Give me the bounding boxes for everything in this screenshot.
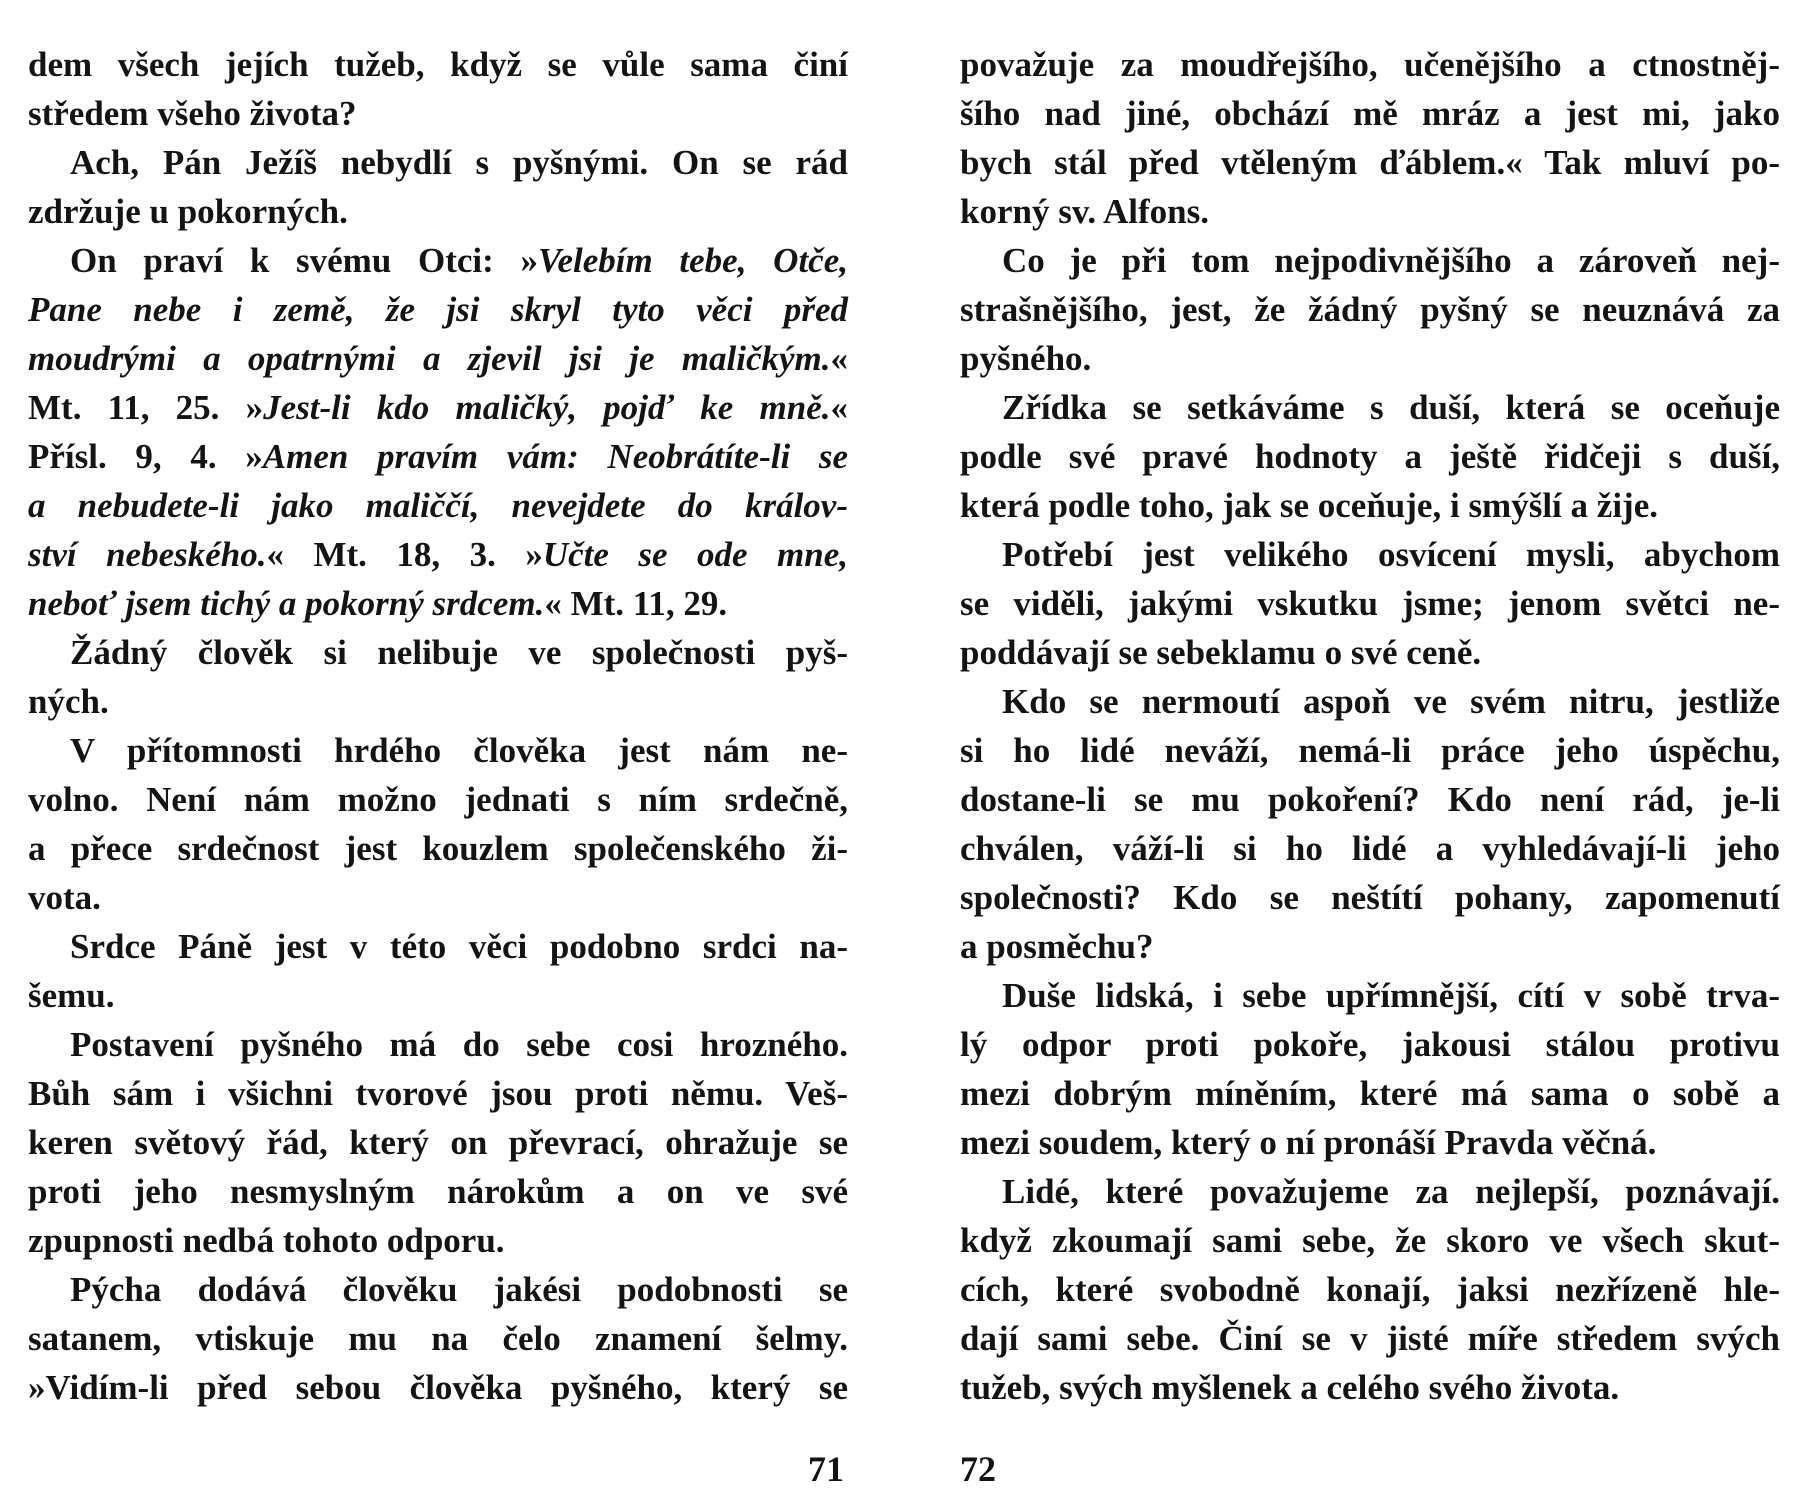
- text-line: [28, 187, 848, 236]
- text-segment: si ho lidé neváží, nemá-li práce jeho úspěchu,: [960, 731, 1780, 770]
- text-segment: «: [830, 339, 848, 378]
- text-segment: Duše lidská, i sebe upřímnější, cítí v sobě trva-: [1002, 976, 1780, 1015]
- right-page: [960, 40, 1780, 1412]
- text-line: [960, 1118, 1780, 1167]
- text-line: [28, 726, 848, 775]
- text-segment: V přítomnosti hrdého člověka jest nám ne-: [70, 731, 848, 770]
- italic-quote-segment: ství nebeského.: [28, 535, 267, 574]
- text-line: [960, 1265, 1780, 1314]
- text-line: [960, 579, 1780, 628]
- text-line: [28, 628, 848, 677]
- text-segment: šího nad jiné, obchází mě mráz a jest mi, jako: [960, 94, 1780, 133]
- text-segment: Zřídka se setkáváme s duší, která se oceňuje: [1002, 388, 1780, 427]
- text-segment: a posměchu?: [960, 927, 1154, 966]
- text-line: [28, 971, 848, 1020]
- text-line: [28, 1314, 848, 1363]
- text-segment: středem všeho života?: [28, 94, 357, 133]
- text-line: [960, 334, 1780, 383]
- text-segment: pyšného.: [960, 339, 1092, 378]
- italic-quote-segment: a nebudete-li jako maliččí, nevejdete do králov-: [28, 486, 848, 525]
- text-segment: Žádný člověk si nelibuje ve společnosti pyš-: [70, 633, 848, 672]
- text-segment: zpupnosti nedbá tohoto odporu.: [28, 1221, 505, 1260]
- text-line: [28, 334, 848, 383]
- text-line: [28, 1020, 848, 1069]
- text-segment: Lidé, které považujeme za nejlepší, poznávají.: [1002, 1172, 1780, 1211]
- text-segment: když zkoumají sami sebe, že skoro ve všech skut-: [960, 1221, 1780, 1260]
- text-segment: lý odpor proti pokoře, jakousi stálou protivu: [960, 1025, 1780, 1064]
- left-page-number: 71: [808, 1449, 844, 1489]
- text-line: [960, 1069, 1780, 1118]
- italic-quote-segment: Velebím tebe, Otče,: [538, 241, 848, 280]
- text-segment: Kdo se nermoutí aspoň ve svém nitru, jestliže: [1002, 682, 1780, 721]
- text-segment: cích, které svobodně konají, jaksi nezřízeně hle-: [960, 1270, 1780, 1309]
- text-segment: tužeb, svých myšlenek a celého svého života.: [960, 1368, 1620, 1407]
- text-line: [960, 726, 1780, 775]
- text-segment: Ach, Pán Ježíš nebydlí s pyšnými. On se rád: [70, 143, 848, 182]
- text-line: [960, 138, 1780, 187]
- italic-quote-segment: moudrými a opatrnými a zjevil jsi je maličkým.: [28, 339, 831, 378]
- text-segment: ných.: [28, 682, 109, 721]
- text-line: [960, 628, 1780, 677]
- text-line: [960, 873, 1780, 922]
- text-segment: satanem, vtiskuje mu na čelo znamení šelmy.: [28, 1319, 848, 1358]
- text-segment: mezi soudem, který o ní pronáší Pravda věčná.: [960, 1123, 1657, 1162]
- text-line: [28, 138, 848, 187]
- text-segment: a přece srdečnost jest kouzlem společenského ži-: [28, 829, 848, 868]
- text-segment: On praví k svému Otci: »: [70, 241, 538, 280]
- italic-quote-segment: Jest-li kdo maličký, pojď ke mně.: [263, 388, 831, 427]
- text-segment: dají sami sebe. Činí se v jisté míře středem svých: [960, 1319, 1780, 1358]
- text-segment: korný sv. Alfons.: [960, 192, 1209, 231]
- text-segment: Pýcha dodává člověku jakési podobnosti se: [70, 1270, 848, 1309]
- text-segment: « Mt. 18, 3. »: [266, 535, 543, 574]
- text-line: [28, 824, 848, 873]
- left-page-text: [28, 40, 848, 1412]
- text-line: [960, 285, 1780, 334]
- text-segment: Přísl. 9, 4. »: [28, 437, 263, 476]
- text-line: [28, 922, 848, 971]
- text-segment: chválen, váží-li si ho lidé a vyhledávají-li jeho: [960, 829, 1780, 868]
- text-line: [960, 187, 1780, 236]
- italic-quote-segment: neboť jsem tichý a pokorný srdcem.: [28, 584, 545, 623]
- right-page-number: 72: [960, 1449, 996, 1489]
- text-line: [960, 1216, 1780, 1265]
- text-line: [960, 1167, 1780, 1216]
- text-line: [960, 775, 1780, 824]
- text-segment: poddávají se sebeklamu o své ceně.: [960, 633, 1482, 672]
- text-line: [960, 383, 1780, 432]
- text-segment: Bůh sám i všichni tvorové jsou proti němu. Veš-: [28, 1074, 848, 1113]
- text-segment: se viděli, jakými vskutku jsme; jenom světci ne-: [960, 584, 1780, 623]
- text-segment: Mt. 11, 25. »: [28, 388, 264, 427]
- text-segment: bych stál před vtěleným ďáblem.« Tak mluví po-: [960, 143, 1780, 182]
- text-line: [28, 775, 848, 824]
- text-line: [28, 285, 848, 334]
- text-line: [960, 922, 1780, 971]
- text-line: [28, 1167, 848, 1216]
- text-line: [960, 236, 1780, 285]
- text-segment: proti jeho nesmyslným nárokům a on ve své: [28, 1172, 848, 1211]
- text-segment: Co je při tom nejpodivnějšího a zároveň nej-: [1002, 241, 1780, 280]
- text-line: [28, 677, 848, 726]
- text-segment: »Vidím-li před sebou člověka pyšného, který se: [28, 1368, 848, 1407]
- text-segment: zdržuje u pokorných.: [28, 192, 348, 231]
- text-line: [960, 89, 1780, 138]
- text-line: [28, 432, 848, 481]
- text-line: [960, 530, 1780, 579]
- text-segment: Srdce Páně jest v této věci podobno srdci na-: [70, 927, 848, 966]
- text-segment: šemu.: [28, 976, 115, 1015]
- text-line: [28, 236, 848, 285]
- text-segment: Postavení pyšného má do sebe cosi hrozného.: [70, 1025, 848, 1064]
- text-line: [960, 1314, 1780, 1363]
- text-segment: volno. Není nám možno jednati s ním srdečně,: [28, 780, 848, 819]
- text-line: [960, 40, 1780, 89]
- text-segment: «: [830, 388, 849, 427]
- text-segment: keren světový řád, který on převrací, ohražuje se: [28, 1123, 848, 1162]
- text-segment: podle své pravé hodnoty a ještě řidčeji s duší,: [960, 437, 1780, 476]
- text-segment: považuje za moudřejšího, učenějšího a ctnostněj-: [960, 45, 1780, 84]
- text-line: [960, 1363, 1780, 1412]
- text-line: [28, 481, 848, 530]
- text-segment: která podle toho, jak se oceňuje, i smýšlí a žije.: [960, 486, 1658, 525]
- text-segment: společnosti? Kdo se neštítí pohany, zapomenutí: [960, 878, 1780, 917]
- left-page: [28, 40, 848, 1412]
- text-line: [28, 1069, 848, 1118]
- text-line: [28, 1363, 848, 1412]
- right-page-text: [960, 40, 1780, 1412]
- text-segment: mezi dobrým míněním, které má sama o sobě a: [960, 1074, 1780, 1113]
- italic-quote-segment: Amen pravím vám: Neobrátíte-li se: [262, 437, 849, 476]
- text-segment: « Mt. 11, 29.: [544, 584, 728, 623]
- text-line: [28, 40, 848, 89]
- text-line: [28, 873, 848, 922]
- text-line: [960, 432, 1780, 481]
- text-line: [960, 677, 1780, 726]
- text-line: [960, 971, 1780, 1020]
- text-line: [28, 1118, 848, 1167]
- text-line: [28, 1216, 848, 1265]
- text-segment: vota.: [28, 878, 101, 917]
- text-line: [28, 89, 848, 138]
- text-line: [28, 383, 848, 432]
- italic-quote-segment: Pane nebe i země, že jsi skryl tyto věci před: [28, 290, 848, 329]
- text-segment: dostane-li se mu pokoření? Kdo není rád, je-li: [960, 780, 1780, 819]
- text-line: [960, 824, 1780, 873]
- text-line: [28, 579, 848, 628]
- text-line: [960, 1020, 1780, 1069]
- text-line: [28, 530, 848, 579]
- text-segment: dem všech jejích tužeb, když se vůle sama činí: [28, 45, 848, 84]
- text-segment: strašnějšího, jest, že žádný pyšný se neuznává za: [960, 290, 1780, 329]
- italic-quote-segment: Učte se ode mne,: [542, 535, 848, 574]
- text-line: [960, 481, 1780, 530]
- text-segment: Potřebí jest velikého osvícení mysli, abychom: [1002, 535, 1780, 574]
- text-line: [28, 1265, 848, 1314]
